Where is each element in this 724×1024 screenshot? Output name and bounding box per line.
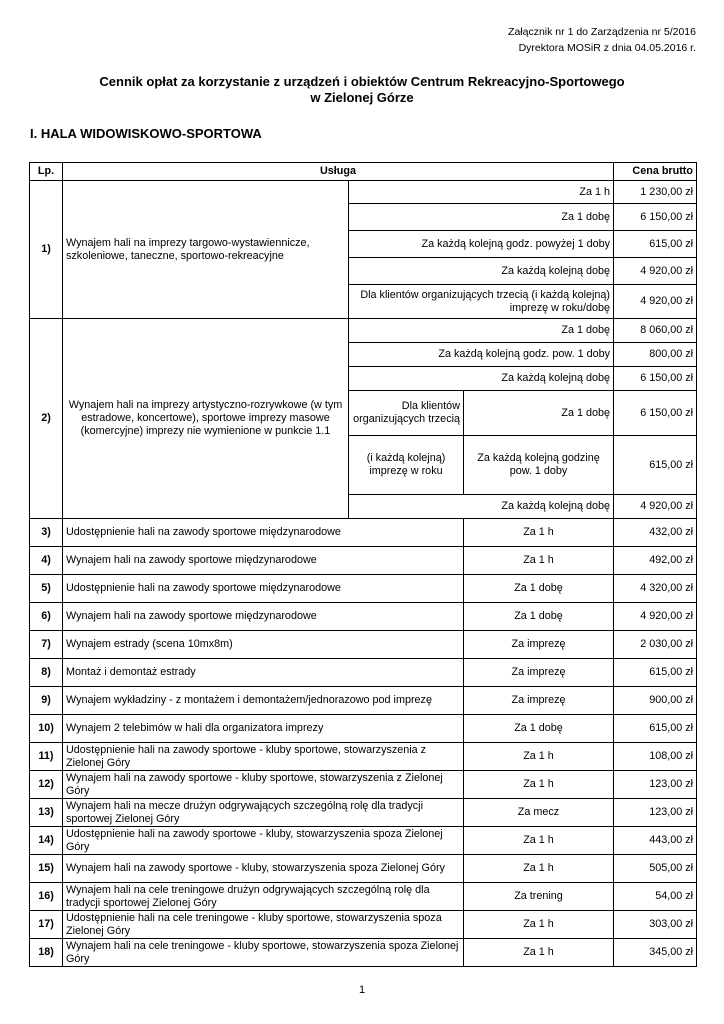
row-price: 615,00 zł <box>614 659 697 687</box>
row-lp: 18) <box>30 939 63 967</box>
row-unit: Za każdą kolejną godzinę pow. 1 doby <box>464 436 614 495</box>
title-line-1: Cennik opłat za korzystanie z urządzeń i obiektów Centrum Rekreacyjno-Sportowego <box>99 74 625 89</box>
row-service: Udostępnienie hali na zawody sportowe międzynarodowe <box>63 519 464 547</box>
row-price: 2 030,00 zł <box>614 631 697 659</box>
row-price: 345,00 zł <box>614 939 697 967</box>
row-lp: 13) <box>30 799 63 827</box>
row-lp: 4) <box>30 547 63 575</box>
row-unit: Za 1 h <box>464 771 614 799</box>
row-price: 4 920,00 zł <box>614 603 697 631</box>
row-price: 443,00 zł <box>614 827 697 855</box>
row-price: 6 150,00 zł <box>614 204 697 231</box>
row-service: Wynajem hali na zawody sportowe - kluby, stowarzyszenia spoza Zielonej Góry <box>63 855 464 883</box>
row-lp: 14) <box>30 827 63 855</box>
row-unit: Za 1 h <box>464 827 614 855</box>
row-unit: Za 1 dobę <box>464 603 614 631</box>
row-unit: Za imprezę <box>464 631 614 659</box>
header-price: Cena brutto <box>614 163 697 181</box>
row-price: 303,00 zł <box>614 911 697 939</box>
row-lp: 7) <box>30 631 63 659</box>
row-lp: 11) <box>30 743 63 771</box>
row-lp: 9) <box>30 687 63 715</box>
table-row <box>30 855 697 883</box>
sub-label-a: Dla klientów organizujących trzecią <box>349 391 464 436</box>
row-price: 4 920,00 zł <box>614 285 697 319</box>
row-service: Wynajem hali na mecze drużyn odgrywających szczególną rolę dla tradycji sportowej Zielonej Góry <box>63 799 464 827</box>
row-service: Wynajem wykładziny - z montażem i demontażem/jednorazowo pod imprezę <box>63 687 464 715</box>
title-line-2: w Zielonej Górze <box>310 90 414 105</box>
row-service: Wynajem hali na imprezy targowo-wystawiennicze, szkoleniowe, taneczne, sportowo-rekreacyjne <box>63 181 349 319</box>
row-price: 1 230,00 zł <box>614 181 697 204</box>
row-service: Wynajem 2 telebimów w hali dla organizatora imprezy <box>63 715 464 743</box>
table-row <box>30 519 697 547</box>
row-lp: 5) <box>30 575 63 603</box>
row-price: 54,00 zł <box>614 883 697 911</box>
table-row <box>30 659 697 687</box>
row-lp: 12) <box>30 771 63 799</box>
row-service: Wynajem hali na imprezy artystyczno-rozrywkowe (w tym estradowe, koncertowe), sportowe imprezy masowe (komercyjne) imprezy nie wymienione w punkcie 1.1 <box>63 319 349 519</box>
row-price: 615,00 zł <box>614 231 697 258</box>
row-service: Wynajem hali na cele treningowe - kluby sportowe, stowarzyszenia spoza Zielonej Góry <box>63 939 464 967</box>
row-service: Udostępnienie hali na zawody sportowe międzynarodowe <box>63 575 464 603</box>
row-price: 432,00 zł <box>614 519 697 547</box>
annex-line-2: Dyrektora MOSiR z dnia 04.05.2016 r. <box>518 42 696 54</box>
row-unit: Za 1 dobę <box>464 391 614 436</box>
row-unit: Za 1 h <box>464 939 614 967</box>
table-row <box>30 939 697 967</box>
header-lp: Lp. <box>30 163 63 181</box>
row-service: Wynajem hali na cele treningowe drużyn odgrywających szczególną rolę dla tradycji sportowej Zielonej Góry <box>63 883 464 911</box>
row-price: 8 060,00 zł <box>614 319 697 343</box>
row-lp: 15) <box>30 855 63 883</box>
row-unit: Za mecz <box>464 799 614 827</box>
row-unit: Za 1 h <box>464 743 614 771</box>
row-service: Wynajem hali na zawody sportowe międzynarodowe <box>63 603 464 631</box>
row-unit: Za każdą kolejną godz. powyżej 1 doby <box>349 231 614 258</box>
row-price: 505,00 zł <box>614 855 697 883</box>
row-unit: Za trening <box>464 883 614 911</box>
row-price: 4 920,00 zł <box>614 258 697 285</box>
row-unit: Za 1 dobę <box>349 204 614 231</box>
row-unit: Za każdą kolejną dobę <box>349 367 614 391</box>
row-unit: Za 1 h <box>464 855 614 883</box>
row-price: 4 920,00 zł <box>614 495 697 519</box>
row-price: 6 150,00 zł <box>614 391 697 436</box>
table-row <box>30 743 697 771</box>
row-service: Wynajem hali na zawody sportowe międzynarodowe <box>63 547 464 575</box>
row-service: Udostępnienie hali na cele treningowe - kluby sportowe, stowarzyszenia spoza Zielonej Góry <box>63 911 464 939</box>
table-row <box>30 883 697 911</box>
row-price: 900,00 zł <box>614 687 697 715</box>
sub-label-b: (i każdą kolejną) imprezę w roku <box>349 436 464 495</box>
header-service: Usługa <box>63 163 614 181</box>
row-lp: 8) <box>30 659 63 687</box>
table-row <box>30 911 697 939</box>
row-price: 6 150,00 zł <box>614 367 697 391</box>
table-row <box>30 319 697 343</box>
table-row <box>30 771 697 799</box>
row-service: Wynajem estrady (scena 10mx8m) <box>63 631 464 659</box>
row-lp: 1) <box>30 181 63 319</box>
row-unit: Za 1 h <box>464 911 614 939</box>
row-unit: Za imprezę <box>464 659 614 687</box>
table-row <box>30 575 697 603</box>
row-unit: Dla klientów organizujących trzecią (i każdą kolejną) imprezę w roku/dobę <box>349 285 614 319</box>
row-lp: 17) <box>30 911 63 939</box>
table-row <box>30 715 697 743</box>
annex-reference <box>396 24 696 56</box>
row-price: 4 320,00 zł <box>614 575 697 603</box>
section-heading: I. HALA WIDOWISKOWO-SPORTOWA <box>30 126 262 141</box>
annex-line-1: Załącznik nr 1 do Zarządzenia nr 5/2016 <box>508 26 696 38</box>
row-price: 492,00 zł <box>614 547 697 575</box>
row-service: Wynajem hali na zawody sportowe - kluby sportowe, stowarzyszenia z Zielonej Góry <box>63 771 464 799</box>
row-price: 800,00 zł <box>614 343 697 367</box>
row-service: Udostępnienie hali na zawody sportowe - kluby sportowe, stowarzyszenia z Zielonej Góry <box>63 743 464 771</box>
table-header-row <box>30 163 697 181</box>
table-row <box>30 181 697 204</box>
row-lp: 2) <box>30 319 63 519</box>
table-row <box>30 687 697 715</box>
row-unit: Za 1 h <box>349 181 614 204</box>
row-lp: 16) <box>30 883 63 911</box>
price-table <box>29 162 697 967</box>
row-price: 615,00 zł <box>614 436 697 495</box>
row-service: Udostępnienie hali na zawody sportowe - kluby, stowarzyszenia spoza Zielonej Góry <box>63 827 464 855</box>
row-service: Montaż i demontaż estrady <box>63 659 464 687</box>
table-row <box>30 827 697 855</box>
row-unit: Za imprezę <box>464 687 614 715</box>
table-row <box>30 799 697 827</box>
row-price: 108,00 zł <box>614 743 697 771</box>
table-row <box>30 631 697 659</box>
row-price: 123,00 zł <box>614 799 697 827</box>
row-unit: Za 1 dobę <box>464 715 614 743</box>
row-lp: 6) <box>30 603 63 631</box>
row-lp: 10) <box>30 715 63 743</box>
row-price: 123,00 zł <box>614 771 697 799</box>
row-unit: Za każdą kolejną godz. pow. 1 doby <box>349 343 614 367</box>
row-unit: Za każdą kolejną dobę <box>349 258 614 285</box>
row-lp: 3) <box>30 519 63 547</box>
table-row <box>30 603 697 631</box>
row-unit: Za 1 dobę <box>464 575 614 603</box>
row-unit: Za 1 h <box>464 519 614 547</box>
table-row <box>30 547 697 575</box>
row-unit: Za 1 dobę <box>349 319 614 343</box>
row-price: 615,00 zł <box>614 715 697 743</box>
row-unit: Za 1 h <box>464 547 614 575</box>
row-unit: Za każdą kolejną dobę <box>349 495 614 519</box>
page-number: 1 <box>358 984 366 996</box>
document-title <box>0 74 724 106</box>
